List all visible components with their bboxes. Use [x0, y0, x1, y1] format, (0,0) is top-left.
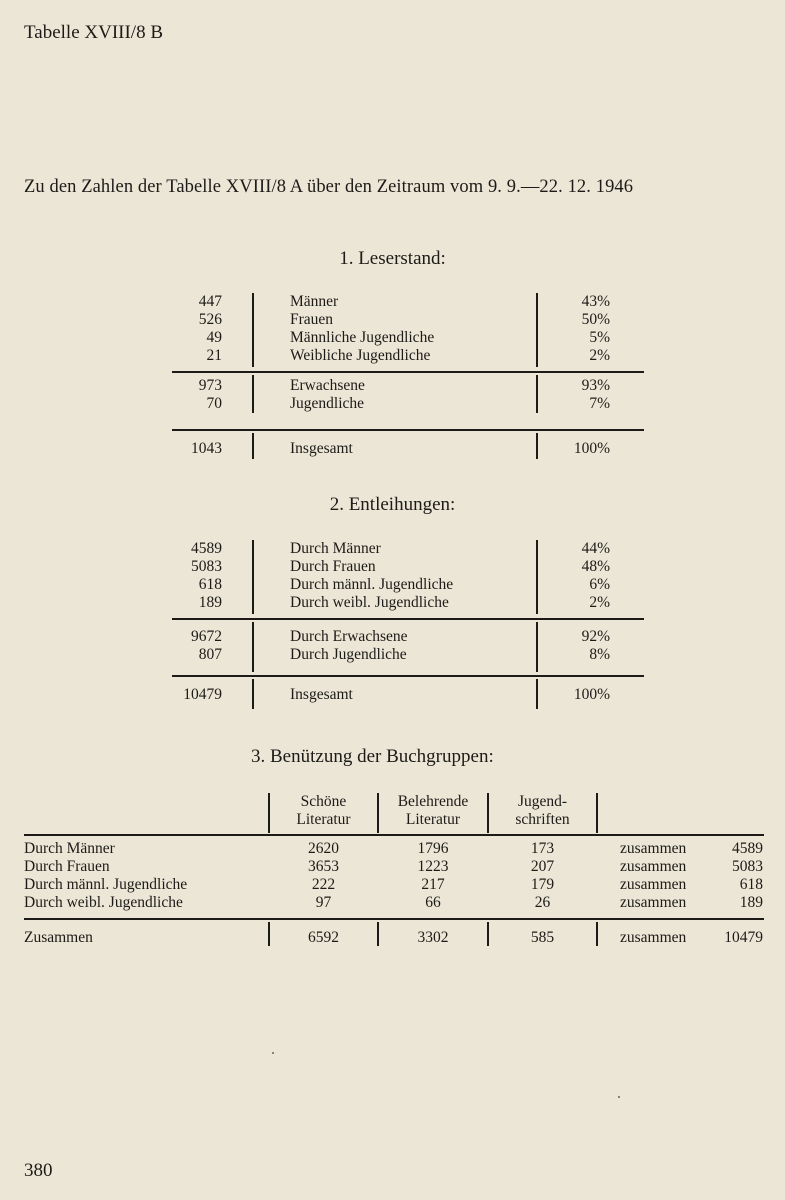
- row-label: Durch Frauen: [24, 858, 110, 875]
- percent: 44%: [581, 540, 610, 557]
- table-row: [172, 377, 644, 395]
- header-belehrende-literatur: [379, 793, 487, 829]
- label: Durch weibl. Jugendliche: [290, 594, 449, 611]
- percent: 2%: [589, 594, 610, 611]
- group1: [172, 540, 644, 612]
- percent: 50%: [581, 311, 610, 328]
- table-rule: [172, 618, 644, 620]
- sum-label: zusammen: [620, 840, 687, 857]
- column-divider: [596, 793, 598, 833]
- sum-value: 618: [739, 876, 763, 893]
- label: Männer: [290, 293, 339, 310]
- row-label: Durch weibl. Jugendliche: [24, 894, 183, 911]
- percent: 93%: [581, 377, 610, 394]
- section2-title: 2. Entleihungen:: [329, 494, 456, 515]
- value-schoene: 2620: [308, 840, 339, 857]
- label: Durch Jugendliche: [290, 646, 407, 663]
- count: 10479: [183, 686, 222, 703]
- total-row: [172, 440, 644, 458]
- value-belehrende: 217: [421, 876, 445, 893]
- label: Durch Erwachsene: [290, 628, 408, 645]
- table-row: [172, 646, 644, 664]
- total-row: [172, 686, 644, 704]
- count: 5083: [191, 558, 222, 575]
- header-line: Schöne: [300, 793, 347, 810]
- sum-value: 189: [739, 894, 763, 911]
- paper-speck: [618, 1096, 620, 1098]
- row-label: Zusammen: [24, 929, 93, 946]
- percent: 8%: [589, 646, 610, 663]
- label: Erwachsene: [290, 377, 365, 394]
- count: 447: [198, 293, 222, 310]
- count: 526: [198, 311, 222, 328]
- value-belehrende: 1223: [417, 858, 449, 875]
- section3-title: 3. Benützung der Buchgruppen:: [251, 746, 494, 767]
- table-row: [172, 540, 644, 558]
- table-rule: [172, 429, 644, 431]
- percent: 7%: [589, 395, 610, 412]
- column-divider: [596, 922, 598, 946]
- table-row: [172, 558, 644, 576]
- label: Durch Männer: [290, 540, 381, 557]
- intro-text: Zu den Zahlen der Tabelle XVIII/8 A über den Zeitraum vom 9. 9.—22. 12. 1946: [24, 177, 634, 197]
- sum-label: zusammen: [620, 894, 687, 911]
- section1-title: 1. Leserstand:: [339, 248, 446, 269]
- percent: 48%: [581, 558, 610, 575]
- count: 21: [206, 347, 222, 364]
- value-belehrende: 3302: [417, 929, 449, 946]
- value-jugend: 585: [530, 929, 555, 946]
- percent: 6%: [589, 576, 610, 593]
- sum-value: 4589: [732, 840, 763, 857]
- header-line: schriften: [515, 811, 570, 828]
- page-number: 380: [24, 1160, 53, 1181]
- table-rule: [24, 834, 764, 836]
- row-label: Durch Männer: [24, 840, 115, 857]
- table-row: [172, 395, 644, 413]
- label: Frauen: [290, 311, 334, 328]
- count: 1043: [191, 440, 222, 457]
- label: Durch männl. Jugendliche: [290, 576, 454, 593]
- header-line: Literatur: [296, 811, 351, 828]
- label: Männliche Jugendliche: [290, 329, 435, 346]
- table-row: [172, 628, 644, 646]
- table-rule: [172, 371, 644, 373]
- sum-value: 5083: [732, 858, 763, 875]
- value-schoene: 3653: [308, 858, 339, 875]
- label: Jugendliche: [290, 395, 365, 412]
- label: Insgesamt: [290, 440, 353, 457]
- percent: 43%: [581, 293, 610, 310]
- count: 618: [198, 576, 222, 593]
- percent: 92%: [581, 628, 610, 645]
- percent: 2%: [589, 347, 610, 364]
- sum-value: 10479: [724, 929, 763, 946]
- value-belehrende: 1796: [417, 840, 449, 857]
- table-row: [172, 311, 644, 329]
- table-row: [172, 347, 644, 365]
- label: Insgesamt: [290, 686, 353, 703]
- count: 4589: [191, 540, 222, 557]
- count: 49: [206, 329, 222, 346]
- table-rule: [172, 675, 644, 677]
- value-schoene: 222: [311, 876, 336, 893]
- count: 9672: [191, 628, 222, 645]
- value-belehrende: 66: [425, 894, 441, 911]
- table-row: [172, 576, 644, 594]
- value-schoene: 97: [315, 894, 332, 911]
- sum-label: zusammen: [620, 876, 687, 893]
- header-line: Literatur: [405, 811, 461, 828]
- count: 807: [198, 646, 222, 663]
- value-jugend: 207: [530, 858, 555, 875]
- value-schoene: 6592: [308, 929, 339, 946]
- label: Durch Frauen: [290, 558, 376, 575]
- percent: 5%: [589, 329, 610, 346]
- group2: [172, 377, 644, 413]
- value-jugend: 173: [530, 840, 555, 857]
- table-rule: [24, 918, 764, 920]
- table-row: [172, 293, 644, 311]
- row-label: Durch männl. Jugendliche: [24, 876, 188, 893]
- value-jugend: 179: [530, 876, 555, 893]
- table-row: [172, 329, 644, 347]
- value-jugend: 26: [534, 894, 551, 911]
- count: 973: [198, 377, 222, 394]
- sum-label: zusammen: [620, 858, 687, 875]
- count: 189: [198, 594, 222, 611]
- header-schoene-literatur: [270, 793, 377, 829]
- table-label: Tabelle XVIII/8 B: [24, 22, 164, 43]
- header-jugendschriften: [489, 793, 596, 829]
- count: 70: [206, 395, 222, 412]
- paper-speck: [272, 1052, 274, 1054]
- table-row: [172, 594, 644, 612]
- group1: [172, 293, 644, 365]
- percent: 100%: [573, 440, 610, 457]
- header-line: Jugend-: [517, 793, 568, 810]
- header-line: Belehrende: [397, 793, 469, 810]
- group2: [172, 628, 644, 664]
- percent: 100%: [573, 686, 610, 703]
- label: Weibliche Jugendliche: [290, 347, 431, 364]
- sum-label: zusammen: [620, 929, 687, 946]
